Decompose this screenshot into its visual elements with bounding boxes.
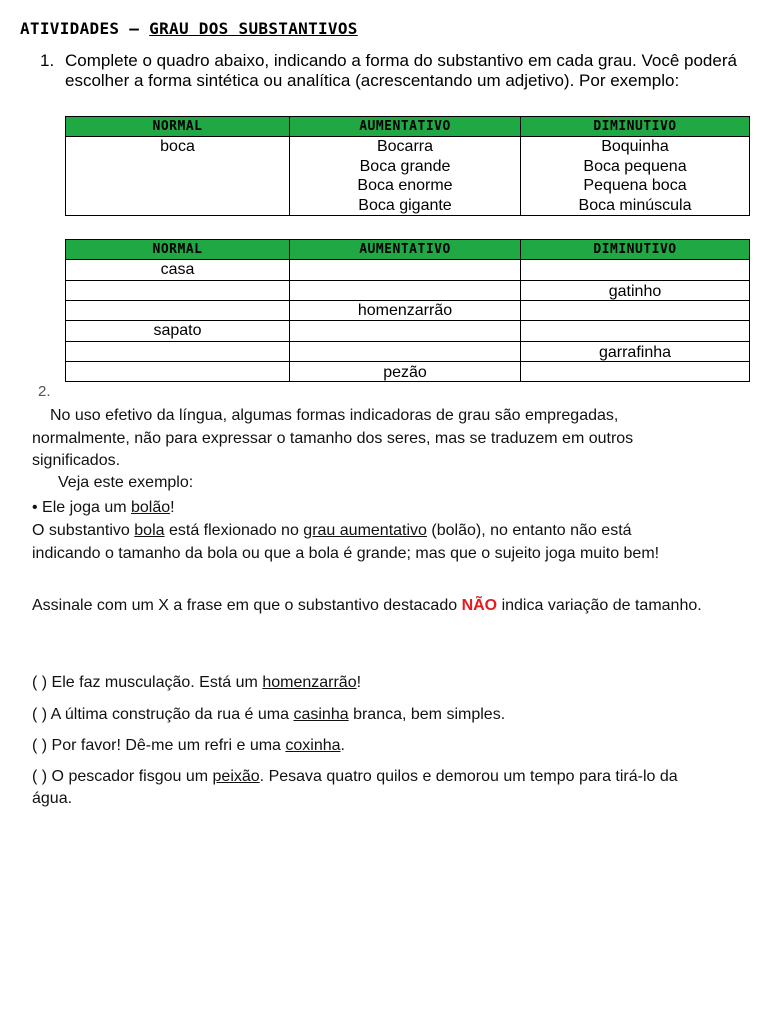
example-aumentativo-1: Bocarra bbox=[376, 138, 434, 155]
cell-diminutivo[interactable] bbox=[521, 361, 750, 381]
example-diminutivo-2: Boca pequena bbox=[583, 157, 687, 175]
question-2-number: 2. bbox=[38, 383, 51, 400]
cell-aumentativo[interactable] bbox=[290, 280, 521, 300]
option-word: homenzarrão bbox=[262, 674, 357, 691]
instr-part-2: indica variação de tamanho. bbox=[497, 597, 702, 614]
cell-normal[interactable] bbox=[66, 361, 290, 381]
table-row bbox=[66, 361, 750, 381]
example-diminutivo-3: Pequena boca bbox=[583, 177, 687, 194]
example-aumentativo-4: Boca gigante bbox=[358, 196, 452, 214]
table-row bbox=[66, 321, 750, 342]
example-aumentativo-3: Boca enorme bbox=[357, 177, 453, 194]
cell-aumentativo[interactable]: pezão bbox=[290, 361, 521, 381]
header-diminutivo: DIMINUTIVO bbox=[521, 117, 750, 137]
expl-word-grau: grau aumentativo bbox=[303, 522, 427, 539]
cell-diminutivo[interactable]: gatinho bbox=[521, 280, 750, 300]
option-pre: ( ) Por favor! Dê-me um refri e uma bbox=[32, 737, 286, 754]
table-row bbox=[66, 341, 750, 361]
option-word: peixão bbox=[212, 768, 260, 785]
option-post: . bbox=[340, 737, 345, 754]
option-post: . Pesava quatro quilos e demorou um tempo para tirá-lo da água. bbox=[32, 768, 678, 807]
table-row bbox=[66, 280, 750, 300]
cell-diminutivo[interactable] bbox=[521, 260, 750, 281]
cell-normal[interactable] bbox=[66, 300, 290, 321]
expl-part-3: (bolão), no entanto não está indicando o tamanho da bola ou que a bola é grande; mas que o sujeito joga muito bem! bbox=[32, 522, 660, 562]
header-aumentativo: AUMENTATIVO bbox=[290, 240, 521, 260]
exercise-table bbox=[65, 239, 750, 382]
header-normal: NORMAL bbox=[66, 240, 290, 260]
option-pre: ( ) Ele faz musculação. Está um bbox=[32, 674, 263, 691]
cell-normal[interactable] bbox=[66, 341, 290, 361]
question-1-number: 1. bbox=[40, 51, 55, 70]
option-3[interactable] bbox=[32, 735, 702, 757]
example-word: bolão bbox=[130, 499, 171, 516]
cell-normal[interactable]: sapato bbox=[66, 321, 290, 342]
cell-diminutivo[interactable] bbox=[521, 321, 750, 342]
option-post: ! bbox=[356, 674, 362, 691]
page-title bbox=[20, 19, 358, 38]
example-diminutivo-1: Boquinha bbox=[601, 138, 669, 155]
cell-diminutivo[interactable] bbox=[521, 300, 750, 321]
expl-part-1: O substantivo bbox=[32, 522, 135, 539]
cell-aumentativo[interactable] bbox=[290, 341, 521, 361]
instruction bbox=[32, 595, 702, 618]
option-post: branca, bem simples. bbox=[348, 706, 506, 723]
instr-part-1: Assinale com um X a frase em que o substantivo destacado bbox=[32, 597, 462, 614]
example-normal-cell bbox=[66, 137, 290, 216]
cell-aumentativo[interactable] bbox=[290, 321, 521, 342]
cell-normal[interactable]: casa bbox=[66, 260, 290, 281]
cell-normal[interactable] bbox=[66, 280, 290, 300]
option-4[interactable] bbox=[32, 766, 702, 810]
expl-word-bola: bola bbox=[134, 522, 165, 539]
option-1[interactable] bbox=[32, 672, 702, 694]
option-word: coxinha bbox=[285, 737, 341, 754]
option-2[interactable] bbox=[32, 704, 702, 726]
expl-part-2: está flexionado no bbox=[164, 522, 304, 539]
header-aumentativo: AUMENTATIVO bbox=[290, 117, 521, 137]
example-table bbox=[65, 116, 750, 216]
example-normal: boca bbox=[160, 138, 195, 155]
example-diminutivo-4: Boca minúscula bbox=[578, 196, 692, 214]
question-1-text: Complete o quadro abaixo, indicando a forma do substantivo em cada grau. Você poderá escolher a forma sintética ou analítica (acrescentando um adjetivo). Por exemplo: bbox=[65, 51, 737, 90]
example-aumentativo-2: Boca grande bbox=[359, 157, 451, 175]
option-pre: ( ) A última construção da rua é uma bbox=[32, 706, 294, 723]
cell-aumentativo[interactable]: homenzarrão bbox=[290, 300, 521, 321]
see-example: Veja este exemplo: bbox=[58, 474, 194, 491]
option-word: casinha bbox=[293, 706, 349, 723]
table-row bbox=[66, 300, 750, 321]
example-diminutivo-cell bbox=[521, 137, 750, 216]
title-prefix: ATIVIDADES – bbox=[20, 19, 150, 38]
example-suffix: ! bbox=[170, 499, 175, 516]
cell-aumentativo[interactable] bbox=[290, 260, 521, 281]
table-row bbox=[66, 260, 750, 281]
explanation bbox=[32, 520, 702, 565]
option-pre: ( ) O pescador fisgou um bbox=[32, 768, 213, 785]
header-diminutivo: DIMINUTIVO bbox=[521, 240, 750, 260]
cell-diminutivo[interactable]: garrafinha bbox=[521, 341, 750, 361]
intro-text: No uso efetivo da língua, algumas formas indicadoras de grau são empregadas, normalmente, não para expressar o tamanho dos seres, mas se traduzem em outros significados. bbox=[32, 407, 634, 469]
example-prefix: • Ele joga um bbox=[32, 499, 131, 516]
example-sentence bbox=[32, 497, 702, 520]
example-aumentativo-cell bbox=[290, 137, 521, 216]
question-2-intro bbox=[32, 405, 702, 473]
title-main: GRAU DOS SUBSTANTIVOS bbox=[149, 19, 358, 38]
question-1 bbox=[40, 51, 740, 90]
instr-nao: NÃO bbox=[461, 597, 498, 614]
header-normal: NORMAL bbox=[66, 117, 290, 137]
